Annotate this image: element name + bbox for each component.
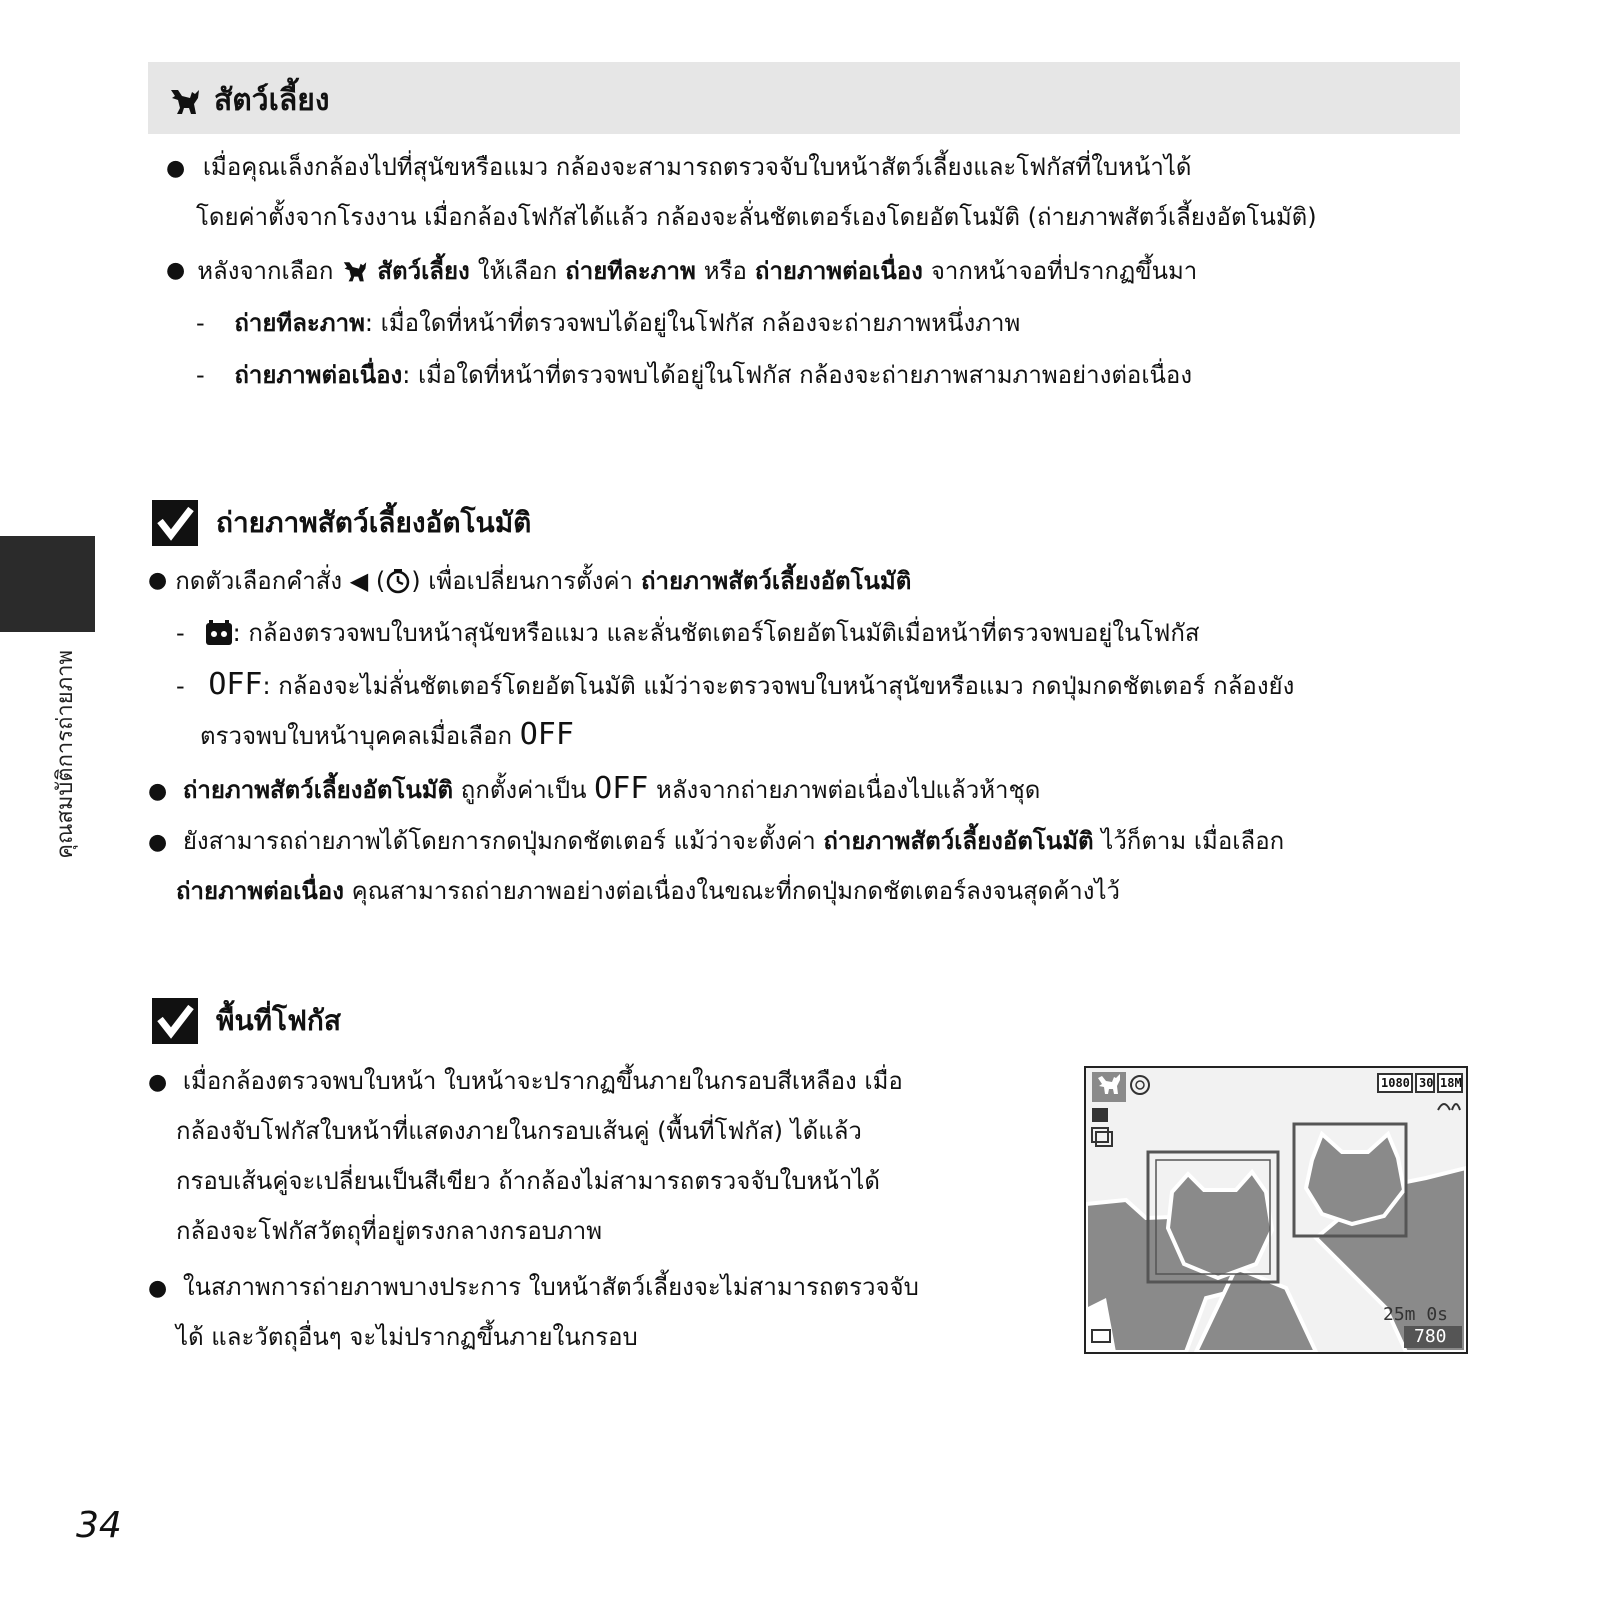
s2-bullet-3-bold: ถ่ายภาพสัตว์เลี้ยงอัตโนมัติ: [823, 827, 1094, 855]
s2-bullet-3-text-2: ไว้ก็ตาม เมื่อเลือก: [1101, 827, 1285, 855]
s2-bullet-1-mid: ) เพื่อเปลี่ยนการตั้งค่า: [411, 567, 633, 595]
s3-bullet-2-line-2: ได้ และวัตถุอื่นๆ จะไม่ปรากฏขึ้นภายในกรอบ: [176, 1323, 638, 1351]
self-timer-icon: [385, 568, 411, 594]
s2-sub-2: [176, 660, 1294, 711]
s2-bullet-1: [148, 556, 911, 606]
sub-item-1-text: : เมื่อใดที่หน้าที่ตรวจพบได้อยู่ในโฟกัส กล้องจะถ่ายภาพหนึ่งภาพ: [364, 309, 1021, 337]
bullet-2-bold-3: ถ่ายภาพต่อเนื่อง: [754, 257, 923, 285]
bullet-1-line-2: โดยค่าตั้งจากโรงงาน เมื่อกล้องโฟกัสได้แล้ว กล้องจะลั่นชัตเตอร์เองโดยอัตโนมัติ (ถ่ายภาพสัตว์เลี้ยงอัตโนมัติ): [196, 203, 1317, 231]
resolution-label: 1080: [1381, 1076, 1410, 1090]
section-title-text: สัตว์เลี้ยง: [214, 83, 330, 118]
page-number: 34: [76, 1505, 122, 1546]
sub-item-2-bold: ถ่ายภาพต่อเนื่อง: [234, 361, 403, 389]
dash: -: [196, 361, 205, 389]
s3-bullet-1-line-2: กล้องจับโฟกัสใบหน้าที่แสดงภายในกรอบเส้นคู่ (พื้นที่โฟกัส) ได้แล้ว: [176, 1117, 862, 1145]
remaining-time: 25m 0s: [1383, 1304, 1449, 1325]
s2-bullet-2-text-1: ถูกตั้งค่าเป็น: [460, 776, 587, 804]
s2-bullet-1-bold: ถ่ายภาพสัตว์เลี้ยงอัตโนมัติ: [641, 567, 912, 595]
bullet-2-post: จากหน้าจอที่ปรากฏขึ้นมา: [930, 257, 1198, 285]
note-heading-focus-area: [152, 998, 341, 1044]
bullet-2-bold-2: ถ่ายทีละภาพ: [565, 257, 696, 285]
note-heading-text: พื้นที่โฟกัส: [216, 1004, 341, 1037]
s2-sub-2-text: : กล้องจะไม่ลั่นชัตเตอร์โดยอัตโนมัติ แม้ว่าจะตรวจพบใบหน้าสุนัขหรือแมว กดปุ่มกดชัตเตอร์ กล้องยัง: [262, 672, 1295, 700]
s2-sub-2-line-2: [200, 710, 574, 761]
s2-sub-1: [176, 608, 1200, 658]
s2-bullet-2: [148, 764, 1040, 817]
s3-bullet-1-line-4: กล้องจะโฟกัสวัตถุที่อยู่ตรงกลางกรอบภาพ: [176, 1217, 603, 1245]
bullet-dot: ●: [148, 1070, 168, 1095]
s3-bullet-1-line-1: เมื่อกล้องตรวจพบใบหน้า ใบหน้าจะปรากฏขึ้นภายในกรอบสีเหลือง เมื่อ: [182, 1067, 903, 1095]
image-size-label: 18M: [1440, 1076, 1462, 1090]
s2-bullet-3-text-1: ยังสามารถถ่ายภาพได้โดยการกดปุ่มกดชัตเตอร์ แม้ว่าจะตั้งค่า: [182, 827, 816, 855]
dash: -: [176, 619, 185, 647]
bullet-2: [166, 246, 1197, 296]
note-heading-auto-pet: [152, 500, 531, 546]
s2-bullet-1-pre: กดตัวเลือกคำสั่ง ◀ (: [175, 567, 386, 595]
sub-item-1: [196, 298, 1020, 348]
s3-bullet-2-line-1: ในสภาพการถ่ายภาพบางประการ ใบหน้าสัตว์เลี้ยงจะไม่สามารถตรวจจับ: [182, 1273, 919, 1301]
camera-screen-illustration: [1084, 1066, 1468, 1354]
side-label: คุณสมบัติการถ่ายภาพ: [53, 650, 78, 859]
off-label: OFF: [594, 771, 649, 806]
s2-sub-1-text: : กล้องตรวจพบใบหน้าสุนัขหรือแมว และลั่นชัตเตอร์โดยอัตโนมัติเมื่อหน้าที่ตรวจพบอยู่ในโฟกัส: [232, 619, 1200, 647]
bullet-2-pre: หลังจากเลือก: [197, 257, 334, 285]
s2-bullet-2-text-2: หลังจากถ่ายภาพต่อเนื่องไปแล้วห้าชุด: [656, 776, 1041, 804]
sub-item-1-bold: ถ่ายทีละภาพ: [234, 309, 365, 337]
note-heading-text: ถ่ายภาพสัตว์เลี้ยงอัตโนมัติ: [216, 506, 532, 539]
off-label: OFF: [208, 667, 263, 702]
bullet-dot: ●: [148, 830, 168, 855]
s2-bullet-2-bold: ถ่ายภาพสัตว์เลี้ยงอัตโนมัติ: [182, 776, 454, 804]
bullet-1-line-1: เมื่อคุณเล็งกล้องไปที่สุนัขหรือแมว กล้องจะสามารถตรวจจับใบหน้าสัตว์เลี้ยงและโฟกัสที่ใบหน้าได้: [202, 153, 1192, 181]
side-tab-marker: [0, 536, 95, 632]
s3-bullet-1: [148, 1056, 903, 1108]
off-label: OFF: [519, 717, 574, 752]
s3-bullet-1-line-3: กรอบเส้นคู่จะเปลี่ยนเป็นสีเขียว ถ้ากล้องไม่สามารถตรวจจับใบหน้าได้: [176, 1167, 880, 1195]
sub-item-2: [196, 350, 1192, 400]
s2-bullet-3-line-2-bold: ถ่ายภาพต่อเนื่อง: [176, 877, 344, 905]
check-icon: [152, 998, 198, 1044]
bullet-dot: ●: [166, 156, 186, 181]
sub-item-2-text: : เมื่อใดที่หน้าที่ตรวจพบได้อยู่ในโฟกัส กล้องจะถ่ายภาพสามภาพอย่างต่อเนื่อง: [402, 361, 1193, 389]
s2-bullet-3-line-2: [176, 866, 1120, 916]
bullet-dot: ●: [148, 568, 168, 593]
bullet-dot: ●: [148, 1276, 168, 1301]
dash: -: [196, 309, 205, 337]
section-title-pet: [168, 77, 330, 124]
s2-bullet-3-line-2-text: คุณสามารถถ่ายภาพอย่างต่อเนื่องในขณะที่กดปุ่มกดชัตเตอร์ลงจนสุดค้างไว้: [351, 877, 1121, 905]
bullet-2-mid-1: ให้เลือก: [477, 257, 558, 285]
fps-label: 30: [1419, 1076, 1434, 1090]
dash: -: [176, 672, 185, 700]
exposures-remaining: 780: [1414, 1326, 1447, 1347]
pet-auto-release-icon: [205, 620, 233, 646]
pet-icon: [341, 259, 369, 283]
section-header-band: [148, 62, 1460, 134]
check-icon: [152, 500, 198, 546]
bullet-1: [166, 142, 1192, 194]
s2-bullet-3: [148, 816, 1284, 868]
bullet-dot: ●: [148, 779, 168, 804]
s2-sub-2-line-2-text: ตรวจพบใบหน้าบุคคลเมื่อเลือก: [200, 722, 513, 750]
s3-bullet-2: [148, 1262, 919, 1314]
bullet-2-mid-2: หรือ: [703, 257, 747, 285]
pet-icon: [168, 86, 202, 116]
bullet-2-bold-1: สัตว์เลี้ยง: [377, 257, 470, 285]
bullet-dot: ●: [166, 258, 186, 283]
